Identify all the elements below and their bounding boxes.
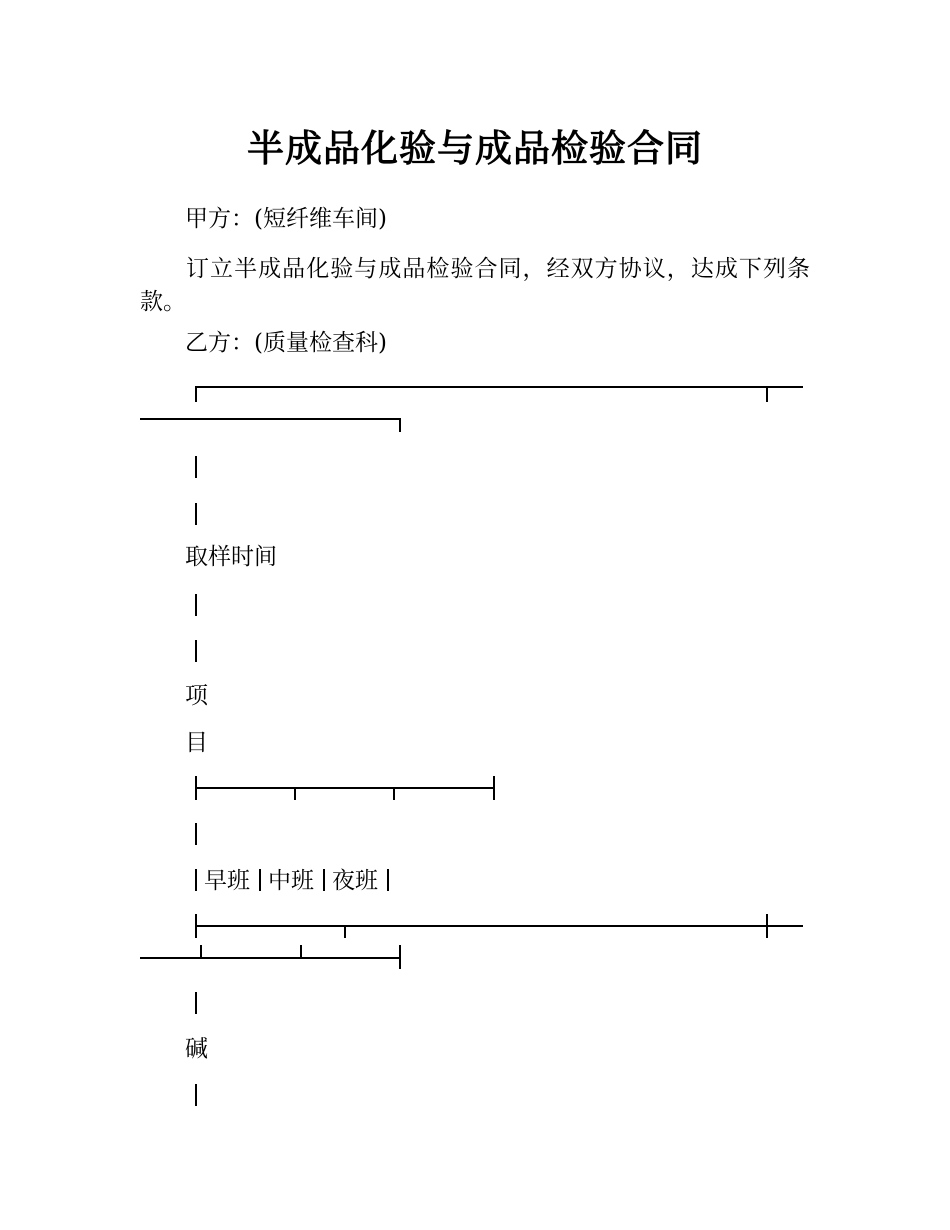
table-cell-border [195,640,197,662]
intro-paragraph: 订立半成品化验与成品检验合同，经双方协议，达成下列条款。 [140,256,810,315]
table-cell-border [195,823,197,845]
row-label-sampling-time: 取样时间 [185,544,277,570]
table-cell-border [195,992,197,1014]
table-cell-border [195,456,197,478]
shift-row [185,866,396,896]
col-label-item-2: 目 [185,730,208,756]
table-cell-border [195,503,197,525]
shift-early: 早班 [204,868,250,894]
party-a-line: 甲方：(短纤维车间) [185,206,387,232]
table-cell-border [195,1084,197,1106]
document-title: 半成品化验与成品检验合同 [247,127,703,170]
table-cell-border [195,594,197,616]
party-b-line: 乙方：(质量检查科) [185,330,387,356]
col-label-item-1: 项 [185,683,208,709]
shift-night: 夜班 [332,868,378,894]
row-label-alkali: 碱 [185,1036,208,1062]
shift-middle: 中班 [268,868,314,894]
